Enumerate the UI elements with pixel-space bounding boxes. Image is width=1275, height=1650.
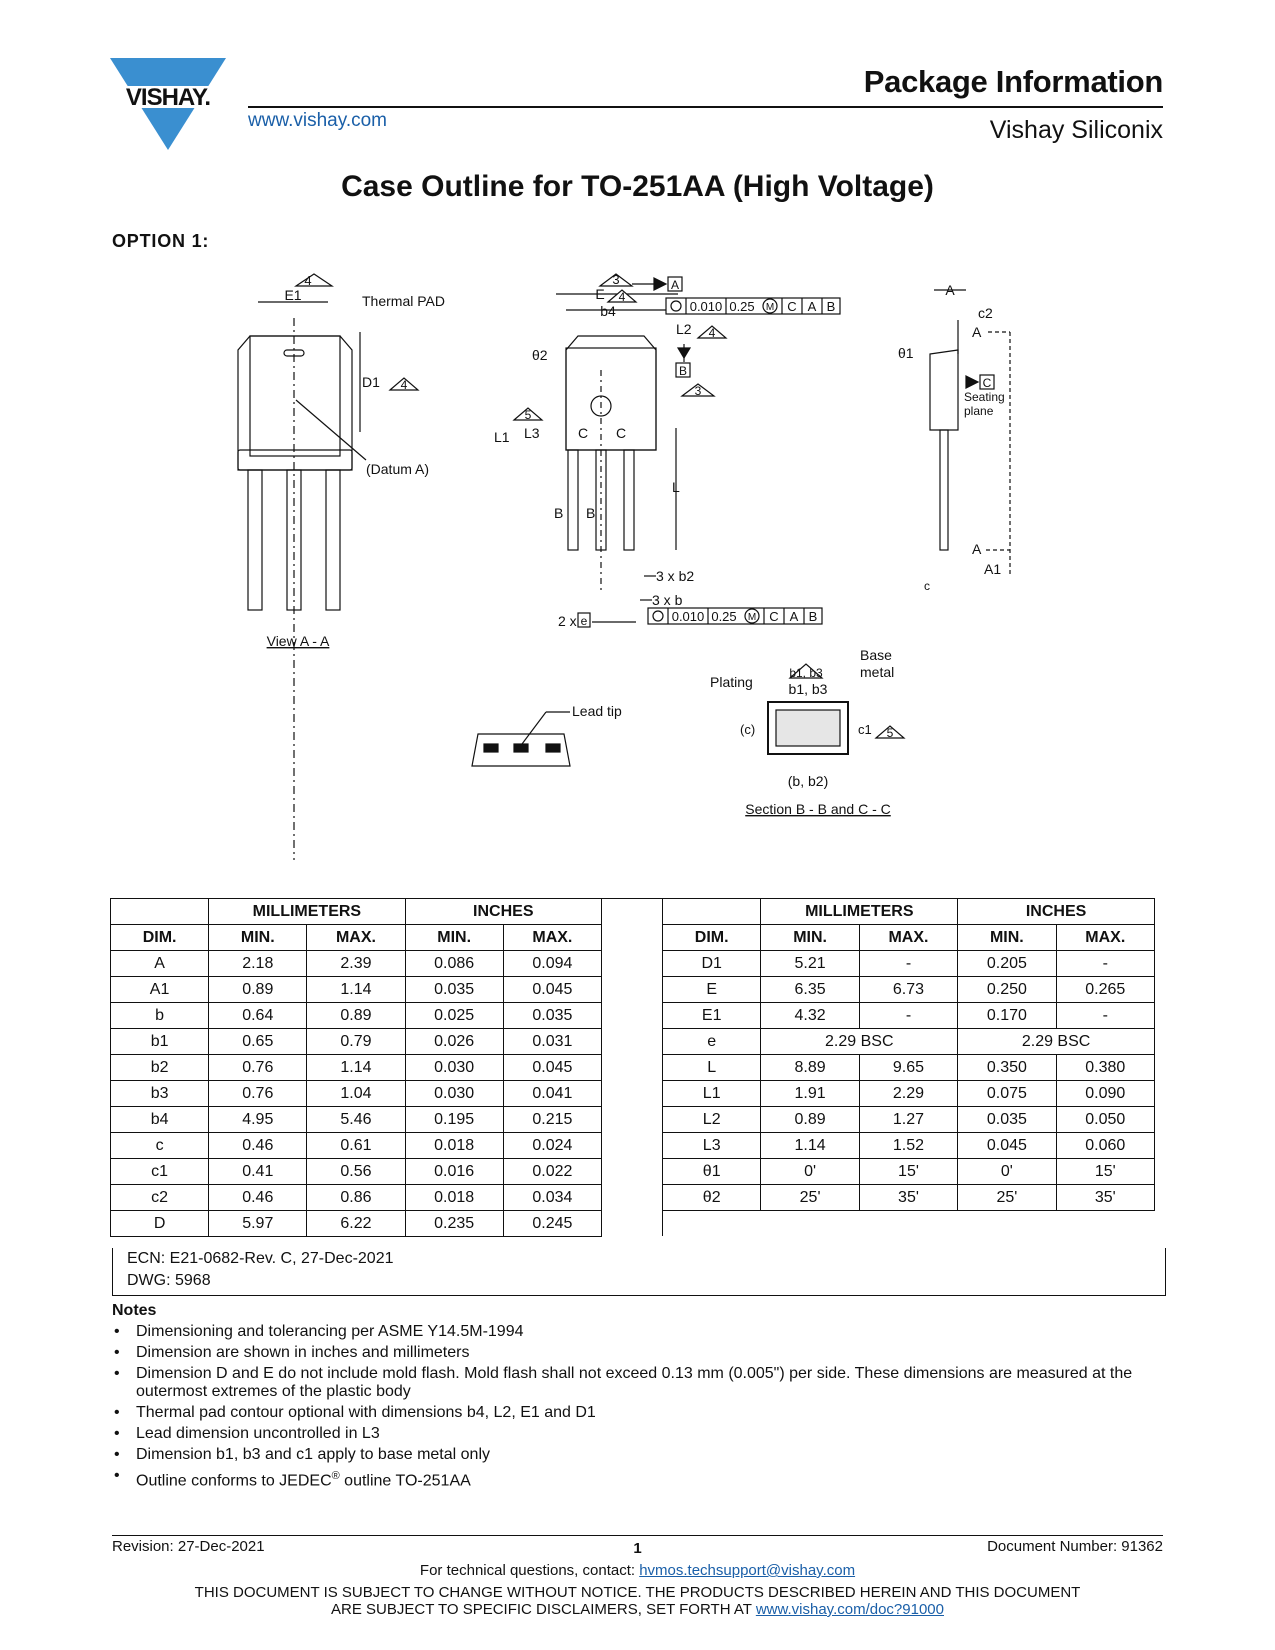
option-label: OPTION 1: <box>112 231 210 251</box>
svg-text:C: C <box>982 376 992 390</box>
table-row: D1 5.21 - 0.205 - <box>663 951 1155 977</box>
section-title: Package Information <box>863 64 1163 99</box>
svg-text:C: C <box>787 299 797 314</box>
revision: Revision: 27-Dec-2021 <box>112 1538 265 1555</box>
svg-text:B: B <box>826 299 836 314</box>
note-item: • Outline conforms to JEDEC® outline TO-251AA <box>112 1467 1167 1490</box>
contact-email-link[interactable]: hvmos.techsupport@vishay.com <box>639 1562 856 1579</box>
svg-text:C: C <box>578 425 589 441</box>
svg-text:4: 4 <box>304 273 312 288</box>
svg-text:A: A <box>807 299 817 314</box>
lead <box>326 470 340 610</box>
svg-text:L1: L1 <box>494 429 510 445</box>
svg-text:0.25: 0.25 <box>729 299 755 314</box>
note-item: • Dimensioning and tolerancing per ASME Y14.5M-1994 <box>112 1323 1167 1341</box>
svg-text:b4: b4 <box>600 303 616 319</box>
svg-text:3 x b2: 3 x b2 <box>656 568 695 584</box>
svg-text:4: 4 <box>708 326 716 340</box>
lead-tip-view <box>472 703 622 766</box>
dimensions-table-left: MILLIMETERS INCHES DIM. MIN. MAX. MIN. MAX. A 2.18 2.39 0.086 0.094 A1 0.89 1.14 0.035 0.045 b 0.64 0.89 0.025 0.035 b1 0.65 0.79 0.026 0.031 b2 0.76 1.14 0.030 0.045 b3 0.76 1.04 0.030 0.041 b4 4.95 5.46 0.195 0.215 c 0.46 0.61 0.018 0.024 c1 0.41 0.56 0.016 0.022 c2 0.46 0.86 0.018 0.034 D 5.97 6.22 0.235 0.245 <box>110 898 602 1237</box>
svg-text:A: A <box>945 282 955 298</box>
lead <box>248 470 262 610</box>
svg-text:L: L <box>672 479 680 495</box>
table-row: E1 4.32 - 0.170 - <box>663 1003 1155 1029</box>
svg-text:A: A <box>972 541 982 557</box>
svg-text:C: C <box>769 609 779 624</box>
svg-text:B: B <box>678 364 688 378</box>
svg-text:Base: Base <box>860 647 892 663</box>
ecn-text: ECN: E21-0682-Rev. C, 27-Dec-2021 <box>127 1250 394 1267</box>
svg-text:c1: c1 <box>858 722 872 737</box>
svg-text:E: E <box>595 286 605 302</box>
svg-text:D1: D1 <box>362 374 380 390</box>
svg-text:Lead tip: Lead tip <box>572 703 622 719</box>
page-number: 1 <box>633 1540 642 1557</box>
table-row: b3 0.76 1.04 0.030 0.041 <box>111 1081 602 1107</box>
svg-text:plane: plane <box>964 404 994 418</box>
notes-title: Notes <box>112 1302 157 1319</box>
svg-text:3: 3 <box>612 272 620 287</box>
header-rule <box>248 106 1163 108</box>
feature-control-frame-2 <box>648 608 822 624</box>
vishay-logo <box>108 56 228 152</box>
svg-text:5: 5 <box>524 408 532 422</box>
note-item: • Dimension D and E do not include mold flash. Mold flash shall not exceed 0.13 mm (0.005") per side. These dimensions are measured at the outermost extremes of the plastic body <box>112 1365 1167 1401</box>
table-row: E 6.35 6.73 0.250 0.265 <box>663 977 1155 1003</box>
svg-text:c2: c2 <box>978 305 993 321</box>
svg-text:b1, b3: b1, b3 <box>789 666 823 680</box>
note-item: • Lead dimension uncontrolled in L3 <box>112 1425 1167 1443</box>
logo-text: VISHAY. <box>125 84 211 111</box>
note-item: • Dimension are shown in inches and millimeters <box>112 1344 1167 1362</box>
table-row: c1 0.41 0.56 0.016 0.022 <box>111 1159 602 1185</box>
website-link[interactable]: www.vishay.com <box>248 110 388 131</box>
svg-text:B: B <box>554 505 564 521</box>
view-a-a <box>238 273 445 860</box>
table-row: θ2 25' 35' 25' 35' <box>663 1185 1155 1211</box>
svg-text:θ1: θ1 <box>898 345 914 361</box>
front-view <box>494 272 840 629</box>
svg-text:Plating: Plating <box>710 674 753 690</box>
svg-text:0.010: 0.010 <box>689 299 723 314</box>
table-row: b1 0.65 0.79 0.026 0.031 <box>111 1029 602 1055</box>
document-number: Document Number: 91362 <box>987 1538 1163 1555</box>
disclaimer-link[interactable]: www.vishay.com/doc?91000 <box>755 1601 944 1618</box>
table-row: c2 0.46 0.86 0.018 0.034 <box>111 1185 602 1211</box>
svg-text:3: 3 <box>694 384 702 398</box>
dimensions-table-right: MILLIMETERS INCHES DIM. MIN. MAX. MIN. MAX. D1 5.21 - 0.205 - E 6.35 6.73 0.250 0.265 E1 4.32 - 0.170 - e 2.29 BSC 2.29 BSC L 8.89 9.65 0.350 0.380 L1 1.91 2.29 0.075 0.090 L2 0.89 1.27 0.035 0.050 L3 1.14 1.52 0.045 0.060 θ1 0' 15' 0' 15' θ2 25' 35' 25' 35' <box>662 898 1155 1236</box>
company-name: Vishay Siliconix <box>989 116 1163 144</box>
page-title: Case Outline for TO-251AA (High Voltage) <box>341 170 934 203</box>
svg-text:(b, b2): (b, b2) <box>787 773 829 789</box>
thermal-pad <box>250 336 340 456</box>
svg-text:Seating: Seating <box>964 390 1005 404</box>
flag-triangle <box>296 274 332 286</box>
svg-text:L3: L3 <box>524 425 540 441</box>
note-item: • Dimension b1, b3 and c1 apply to base metal only <box>112 1446 1167 1464</box>
svg-text:3 x b: 3 x b <box>652 592 683 608</box>
svg-text:metal: metal <box>860 664 895 680</box>
svg-text:E1: E1 <box>284 287 302 303</box>
svg-text:L2: L2 <box>676 321 692 337</box>
table-row: c 0.46 0.61 0.018 0.024 <box>111 1133 602 1159</box>
svg-text:B: B <box>586 505 596 521</box>
svg-text:2 x: 2 x <box>558 613 577 629</box>
notes-list <box>112 1323 1167 1493</box>
svg-text:(Datum A): (Datum A) <box>366 461 430 477</box>
table-row: e 2.29 BSC 2.29 BSC <box>663 1029 1155 1055</box>
table-row: L 8.89 9.65 0.350 0.380 <box>663 1055 1155 1081</box>
svg-text:M: M <box>747 612 757 623</box>
svg-text:C: C <box>616 425 627 441</box>
table-row: A1 0.89 1.14 0.035 0.045 <box>111 977 602 1003</box>
view-a-caption: View A - A <box>266 633 330 649</box>
svg-text:Thermal PAD: Thermal PAD <box>362 293 445 309</box>
side-view <box>898 282 1010 593</box>
table-row: b 0.64 0.89 0.025 0.035 <box>111 1003 602 1029</box>
disclaimer: THIS DOCUMENT IS SUBJECT TO CHANGE WITHOUT NOTICE. THE PRODUCTS DESCRIBED HEREIN AND THIS DOCUMENT ARE SUBJECT TO SPECIFIC DISCLAIMERS, SET FORTH AT www.vishay.com/doc?91000 <box>194 1584 1081 1618</box>
svg-text:A: A <box>789 609 799 624</box>
svg-text:b1, b3: b1, b3 <box>788 681 828 697</box>
table-row: θ1 0' 15' 0' 15' <box>663 1159 1155 1185</box>
svg-text:4: 4 <box>400 378 408 392</box>
table-row: A 2.18 2.39 0.086 0.094 <box>111 951 602 977</box>
svg-text:c: c <box>924 579 930 593</box>
svg-text:A1: A1 <box>984 561 1002 577</box>
table-row: L3 1.14 1.52 0.045 0.060 <box>663 1133 1155 1159</box>
table-row: L2 0.89 1.27 0.035 0.050 <box>663 1107 1155 1133</box>
footer-rule <box>112 1535 1163 1536</box>
package-drawing <box>0 250 1275 860</box>
section-view <box>710 647 904 817</box>
svg-text:4: 4 <box>618 290 626 304</box>
table-row: D 5.97 6.22 0.235 0.245 <box>111 1211 602 1237</box>
drawing-info-box <box>112 1248 1166 1296</box>
svg-text:5: 5 <box>886 726 894 740</box>
svg-text:A: A <box>670 278 680 292</box>
svg-text:B: B <box>808 609 818 624</box>
svg-text:0.25: 0.25 <box>711 609 737 624</box>
svg-text:0.010: 0.010 <box>671 609 705 624</box>
svg-text:M: M <box>765 302 775 313</box>
table-row: L1 1.91 2.29 0.075 0.090 <box>663 1081 1155 1107</box>
contact-line: For technical questions, contact: hvmos.techsupport@vishay.com <box>419 1562 856 1579</box>
table-row: b4 4.95 5.46 0.195 0.215 <box>111 1107 602 1133</box>
in-header: INCHES <box>405 899 601 925</box>
dwg-text: DWG: 5968 <box>127 1272 211 1289</box>
feature-control-frame-1 <box>666 298 840 314</box>
table-row: b2 0.76 1.14 0.030 0.045 <box>111 1055 602 1081</box>
svg-text:e: e <box>580 614 588 628</box>
svg-text:A: A <box>972 324 982 340</box>
svg-text:(c): (c) <box>740 722 756 737</box>
note-item: • Thermal pad contour optional with dimensions b4, L2, E1 and D1 <box>112 1404 1167 1422</box>
section-caption: Section B - B and C - C <box>745 801 891 817</box>
svg-text:θ2: θ2 <box>532 347 548 363</box>
mm-header: MILLIMETERS <box>209 899 405 925</box>
